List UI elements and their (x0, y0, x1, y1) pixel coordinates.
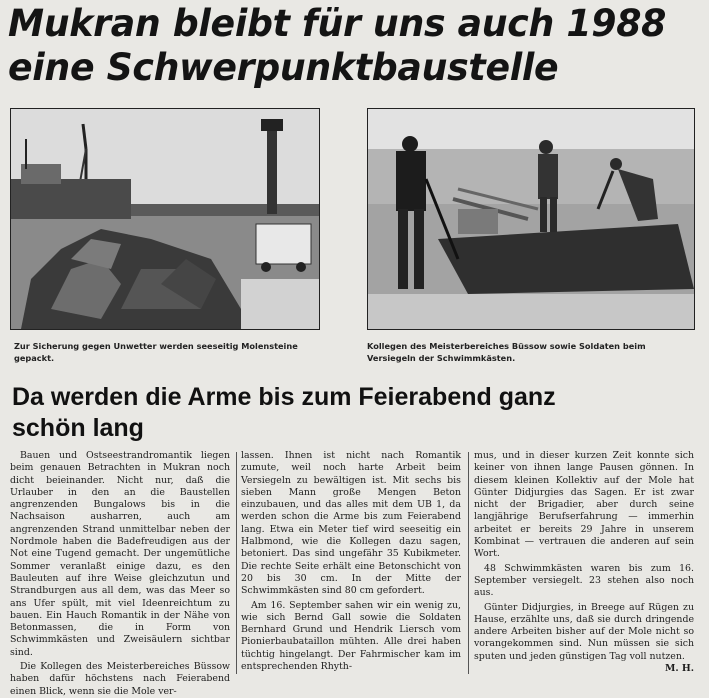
article-paragraph: lassen. Ihnen ist nicht nach Romantik zumute, weil noch harte Arbeit beim Versiegeln zu bewältigen ist. Mit sechs bis sieben Mann große Mengen Beton einzubauen, und das alles mit dem UB 1, da werden schon die Arme bis zum Feierabend lang. Etwa ein Meter tief wird seeseitig ein Halbmond, wie die Kollegen dazu sagen, betoniert. Das sind ungefähr 35 Kubikmeter. Die rechte Seite erhält eine Betonschicht von 20 bis 30 cm. In der Mitte der Schwimmkästen sind 80 cm gefordert. (241, 450, 461, 597)
article-paragraph: Am 16. September sahen wir ein wenig zu, wie sich Bernd Gall sowie die Soldaten Bernhard Grund und Hendrik Liersch vom Pionierbaubataillon mühten. Alle drei haben tüchtig hingelangt. Der Fahrmischer kam im entsprechenden Rhyth- (241, 599, 461, 673)
article-column-1 (10, 450, 230, 698)
photo-caption-left: Zur Sicherung gegen Unwetter werden seeseitig Molensteine gepackt. (14, 341, 298, 363)
photo-workers-image (368, 109, 694, 329)
article-column-2 (241, 450, 461, 673)
column-divider (468, 452, 469, 674)
photo-breakwater-image (11, 109, 319, 329)
article-paragraph: Die Kollegen des Meisterbereiches Büssow haben dafür höchstens nach Feierabend einen Blick, wenn sie die Mole ver- (10, 661, 230, 697)
article-paragraph: Bauen und Ostseestrandromantik liegen beim genauen Betrachten in Mukran noch dicht beieinander. Nicht nur, daß die Urlauber in den an die Baustellen angrenzenden Bungalows bis in die Nachsaison ausharren, auch am angrenzenden Strand unmittelbar neben der Nordmole haben die Badefreudigen aus der Not eine Tugend gemacht. Der ungemütliche Sommer veranlaßt einige dazu, es den Bauleuten auf ihre Weise gleichzutun und Strandburgen aus all dem, was das Meer so ans Ufer spült, mit viel Ideenreichtum zu bauen. Ein Hauch Romantik in der Nähe von Betonmassen, die in Form von Schwimmkästen und Zweisäulern sichtbar sind. (10, 450, 230, 658)
column-divider (236, 452, 237, 674)
article-subhead (12, 382, 702, 444)
article-paragraph: Günter Didjurgies, in Breege auf Rügen zu Hause, erzählte uns, daß sie durch dringende andere Arbeiten bisher auf der Mole nicht so vorangekommen sind. Nun müssen sie sich sputen und jeden günstigen Tag voll nutzen. (474, 601, 694, 662)
author-signature: M. H. (664, 663, 694, 675)
article-subhead-line-1: Da werden die Arme bis zum Feierabend ganz (12, 383, 556, 411)
article-paragraph: 48 Schwimmkästen waren bis zum 16. September versiegelt. 23 stehen also noch aus. (474, 562, 694, 599)
article-paragraph: mus, und in dieser kurzen Zeit konnte sich keiner von ihnen lange Pausen gönnen. In diesem kleinen Kollektiv auf der Mole hat Günter Didjurgies das Sagen. Er ist zwar nicht der Brigadier, aber durch seine langjährige Berufserfahrung — immerhin arbeitet er bereits 29 Jahre in unserem Kombinat — vertrauen die anderen auf sein Wort. (474, 450, 694, 560)
photo-workers (367, 108, 695, 330)
article-subhead-line-2: schön lang (12, 414, 144, 442)
headline-line-2: eine Schwerpunktbaustelle (8, 46, 559, 89)
headline (8, 2, 689, 90)
article-column-3 (474, 450, 694, 675)
photo-breakwater (10, 108, 320, 330)
photo-caption-right: Kollegen des Meisterbereiches Büssow sowie Soldaten beim Versiegeln der Schwimmkästen. (367, 341, 646, 363)
headline-line-1: Mukran bleibt für uns auch 1988 (8, 2, 667, 45)
